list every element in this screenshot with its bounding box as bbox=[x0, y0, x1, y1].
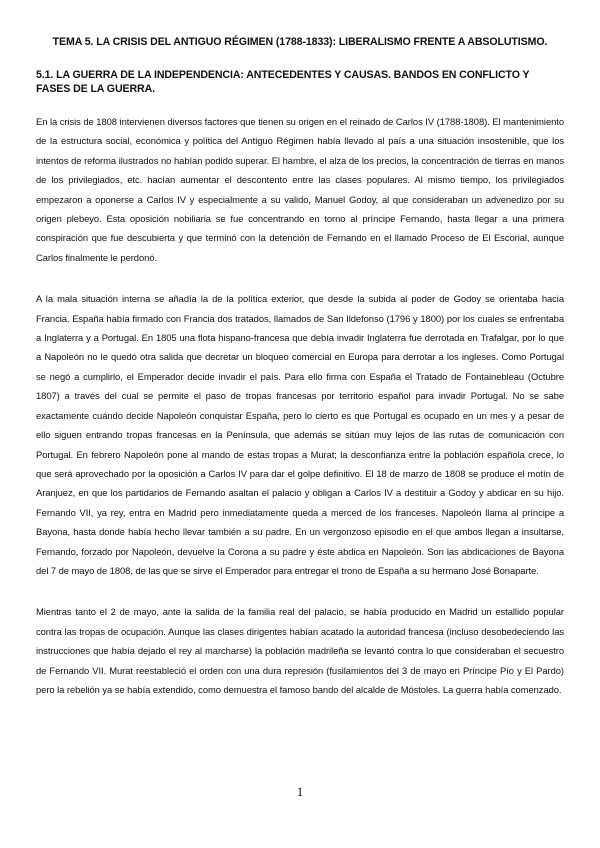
page-number: 1 bbox=[296, 784, 304, 799]
document-page bbox=[36, 36, 564, 721]
paragraph-2: A la mala situación interna se añadía la de la política exterior, que desde la subida al poder de Godoy se orientaba hacia Francia. España había firmado con Francia dos tratados, llamados de San Ildefonso (1796 y 1800) por los cuales se enfrentaba a Inglaterra y a Portugal. En 1805 una flota hispano-francesa que debía invadir Inglaterra fue derrotada en Trafalgar, por lo que a Napoleón no le quedó otra salida que decretar un bloqueo comercial en Europa para derrotar a los ingleses. Como Portugal se negó a cumplirlo, el Emperador decide invadir el país. Para ello firma con España el Tratado de Fontainebleau (Octubre 1807) a través del cual se permite el paso de tropas francesas por territorio español para invadir Portugal. No se sabe exactamente cuándo decide Napoleón conquistar España, pero lo cierto es que Portugal es ocupado en un mes y a pesar de ello siguen entrando tropas francesas en la Península, que además se sitúan muy lejos de las rutas de comunicación con Portugal. En febrero Napoleón pone al mando de estas tropas a Murat; la desconfianza entre la población española crece, lo que será aprovechado por la oposición a Carlos IV para dar el golpe definitivo. El 18 de marzo de 1808 se produce el motín de Aranjuez, en que los partidarios de Fernando asaltan el palacio y obligan a Carlos IV a destituir a Godoy y abdicar en su hijo. Fernando VII, ya rey, entra en Madrid pero inmediatamente queda a merced de los franceses. Napoleón llama al príncipe a Bayona, hasta donde había hecho llevar también a su padre. En un vergonzoso episodio en el que ambos llegan a insultarse, Fernando, forzado por Napoleón, devuelve la Corona a su padre y éste abdica en Napoleón. Son las abdicaciones de Bayona del 7 de mayo de 1808, de las que se sirve el Emperador para entregar el trono de España a su hermano José Bonaparte. bbox=[36, 293, 564, 576]
section-heading: 5.1. LA GUERRA DE LA INDEPENDENCIA: ANTECEDENTES Y CAUSAS. BANDOS EN CONFLICTO Y FASES DE LA GUERRA. bbox=[36, 69, 530, 95]
document-title: TEMA 5. LA CRISIS DEL ANTIGUO RÉGIMEN (1788-1833): LIBERALISMO FRENTE A ABSOLUTISMO. bbox=[52, 36, 548, 48]
paragraph-1: En la crisis de 1808 intervienen diversos factores que tienen su origen en el reinado de Carlos IV (1788-1808). El mantenimiento de la estructura social, económica y política del Antiguo Régimen había llevado al país a una situación insostenible, que los intentos de reforma ilustrados no habían podido superar. El hambre, el alza de los precios, la concentración de tierras en manos de los privilegiados, etc. hacían aumentar el descontento entre las clases populares. Al mismo tiempo, los privilegiados empezaron a oponerse a Carlos IV y especialmente a su valido, Manuel Godoy, al que consideraban un advenedizo por su origen plebeyo. Esta oposición nobiliaria se fue concentrando en torno al príncipe Fernando, hasta llegar a una primera conspiración que fue descubierta y que terminó con la detención de Fernando en el llamado Proceso de El Escorial, aunque Carlos finalmente le perdonó. bbox=[36, 116, 564, 263]
paragraph-3: Mientras tanto el 2 de mayo, ante la salida de la familia real del palacio, se había producido en Madrid un estallido popular contra las tropas de ocupación. Aunque las clases dirigentes habían acatado la autoridad francesa (incluso desobedeciendo las instrucciones que había dejado el rey al marcharse) la población madrileña se levantó contra lo que consideraban el secuestro de Fernando VII. Murat reestableció el orden con una dura represión (fusilamientos del 3 de mayo en Príncipe Pío y El Pardo) pero la rebelión ya se había extendido, como demuestra el famoso bando del alcalde de Móstoles. La guerra había comenzado. bbox=[36, 606, 564, 695]
